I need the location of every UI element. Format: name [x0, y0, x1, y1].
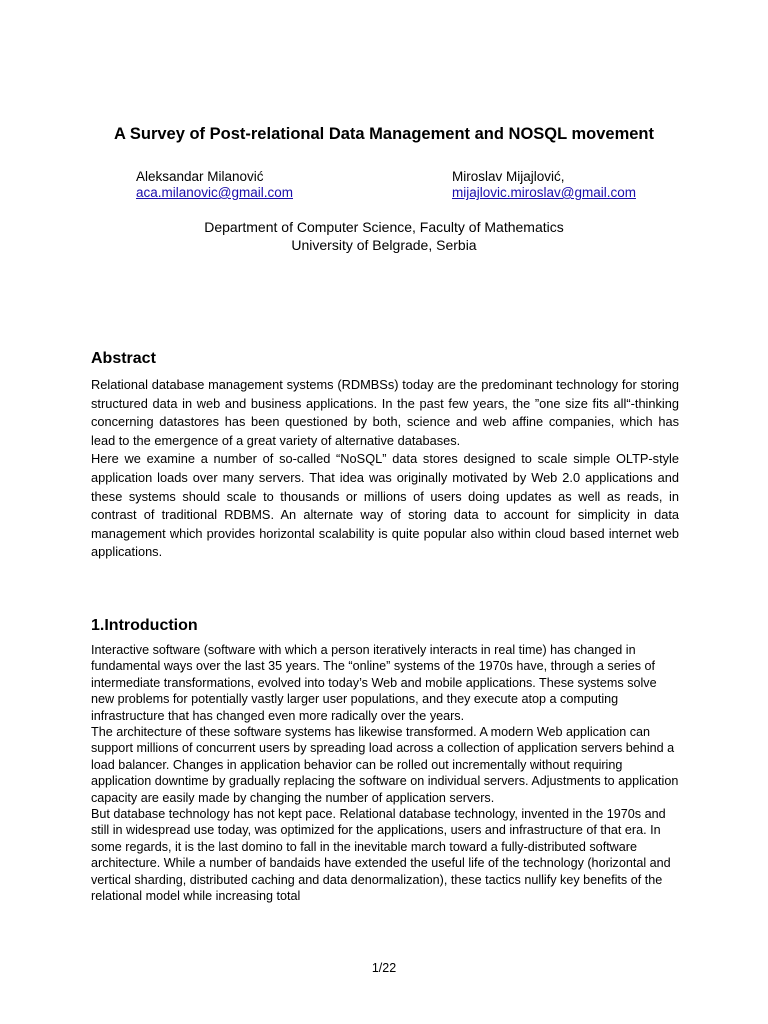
affiliation-department: Department of Computer Science, Faculty of Mathematics [204, 219, 564, 235]
paper-title: A Survey of Post-relational Data Management and NOSQL movement [113, 125, 655, 143]
abstract-heading: Abstract [91, 350, 156, 367]
introduction-paragraph: But database technology has not kept pace. Relational database technology, invented in the 1970s and still in widespread use today, was optimized for the applications, users and infrastructure of that era. In some regards, it is the last domino to fall in the inevitable march toward a fully-distributed software architecture. While a number of bandaids have extended the useful life of the technology (horizontal and vertical sharding, distributed caching and data denormalization), these tactics nullify key benefits of the relational model while increasing total [91, 807, 671, 904]
author-block-1 [136, 169, 293, 201]
introduction-paragraph: Interactive software (software with which a person iteratively interacts in real time) has changed in fundamental ways over the last 35 years. The “online” systems of the 1970s have, through a series of intermediate transformations, evolved into today’s Web and mobile applications. These systems solve new problems for potentially vastly larger user populations, and they execute atop a computing infrastructure that has changed even more radically over the years. [91, 643, 657, 723]
affiliation [0, 218, 768, 254]
abstract-paragraph: Here we examine a number of so-called “NoSQL” data stores designed to scale simple OLTP-style application loads over many servers. That idea was originally motivated by Web 2.0 applications and these systems should scale to thousands or millions of users doing updates as well as reads, in contrast of traditional RDBMS. An alternate way of storing data to account for simplicity in data management which provides horizontal scalability is quite popular also within cloud based internet web applications. [91, 451, 679, 560]
abstract-body [91, 376, 679, 562]
affiliation-university: University of Belgrade, Serbia [291, 237, 477, 253]
page-number: 1/22 [371, 961, 397, 975]
introduction-paragraph: The architecture of these software systems has likewise transformed. A modern Web application can support millions of concurrent users by spreading load across a collection of application servers behind a load balancer. Changes in application behavior can be rolled out incrementally without requiring application downtime by gradually replacing the software on individual servers. Adjustments to application capacity are easily made by changing the number of application servers. [91, 725, 679, 805]
author-block-2 [452, 169, 636, 201]
abstract-paragraph: Relational database management systems (RDMBSs) today are the predominant technology for storing structured data in web and business applications. In the past few years, the ”one size fits all“-thinking concerning datastores has been questioned by both, science and web affine companies, which has lead to the emergence of a great variety of alternative databases. [91, 377, 679, 448]
introduction-heading: 1.Introduction [91, 617, 198, 634]
author-name: Aleksandar Milanović [136, 169, 264, 184]
author-email-link[interactable]: mijajlovic.miroslav@gmail.com [452, 185, 636, 200]
author-name: Miroslav Mijajlović, [452, 169, 565, 184]
introduction-body [91, 642, 681, 905]
author-email-link[interactable]: aca.milanovic@gmail.com [136, 185, 294, 200]
